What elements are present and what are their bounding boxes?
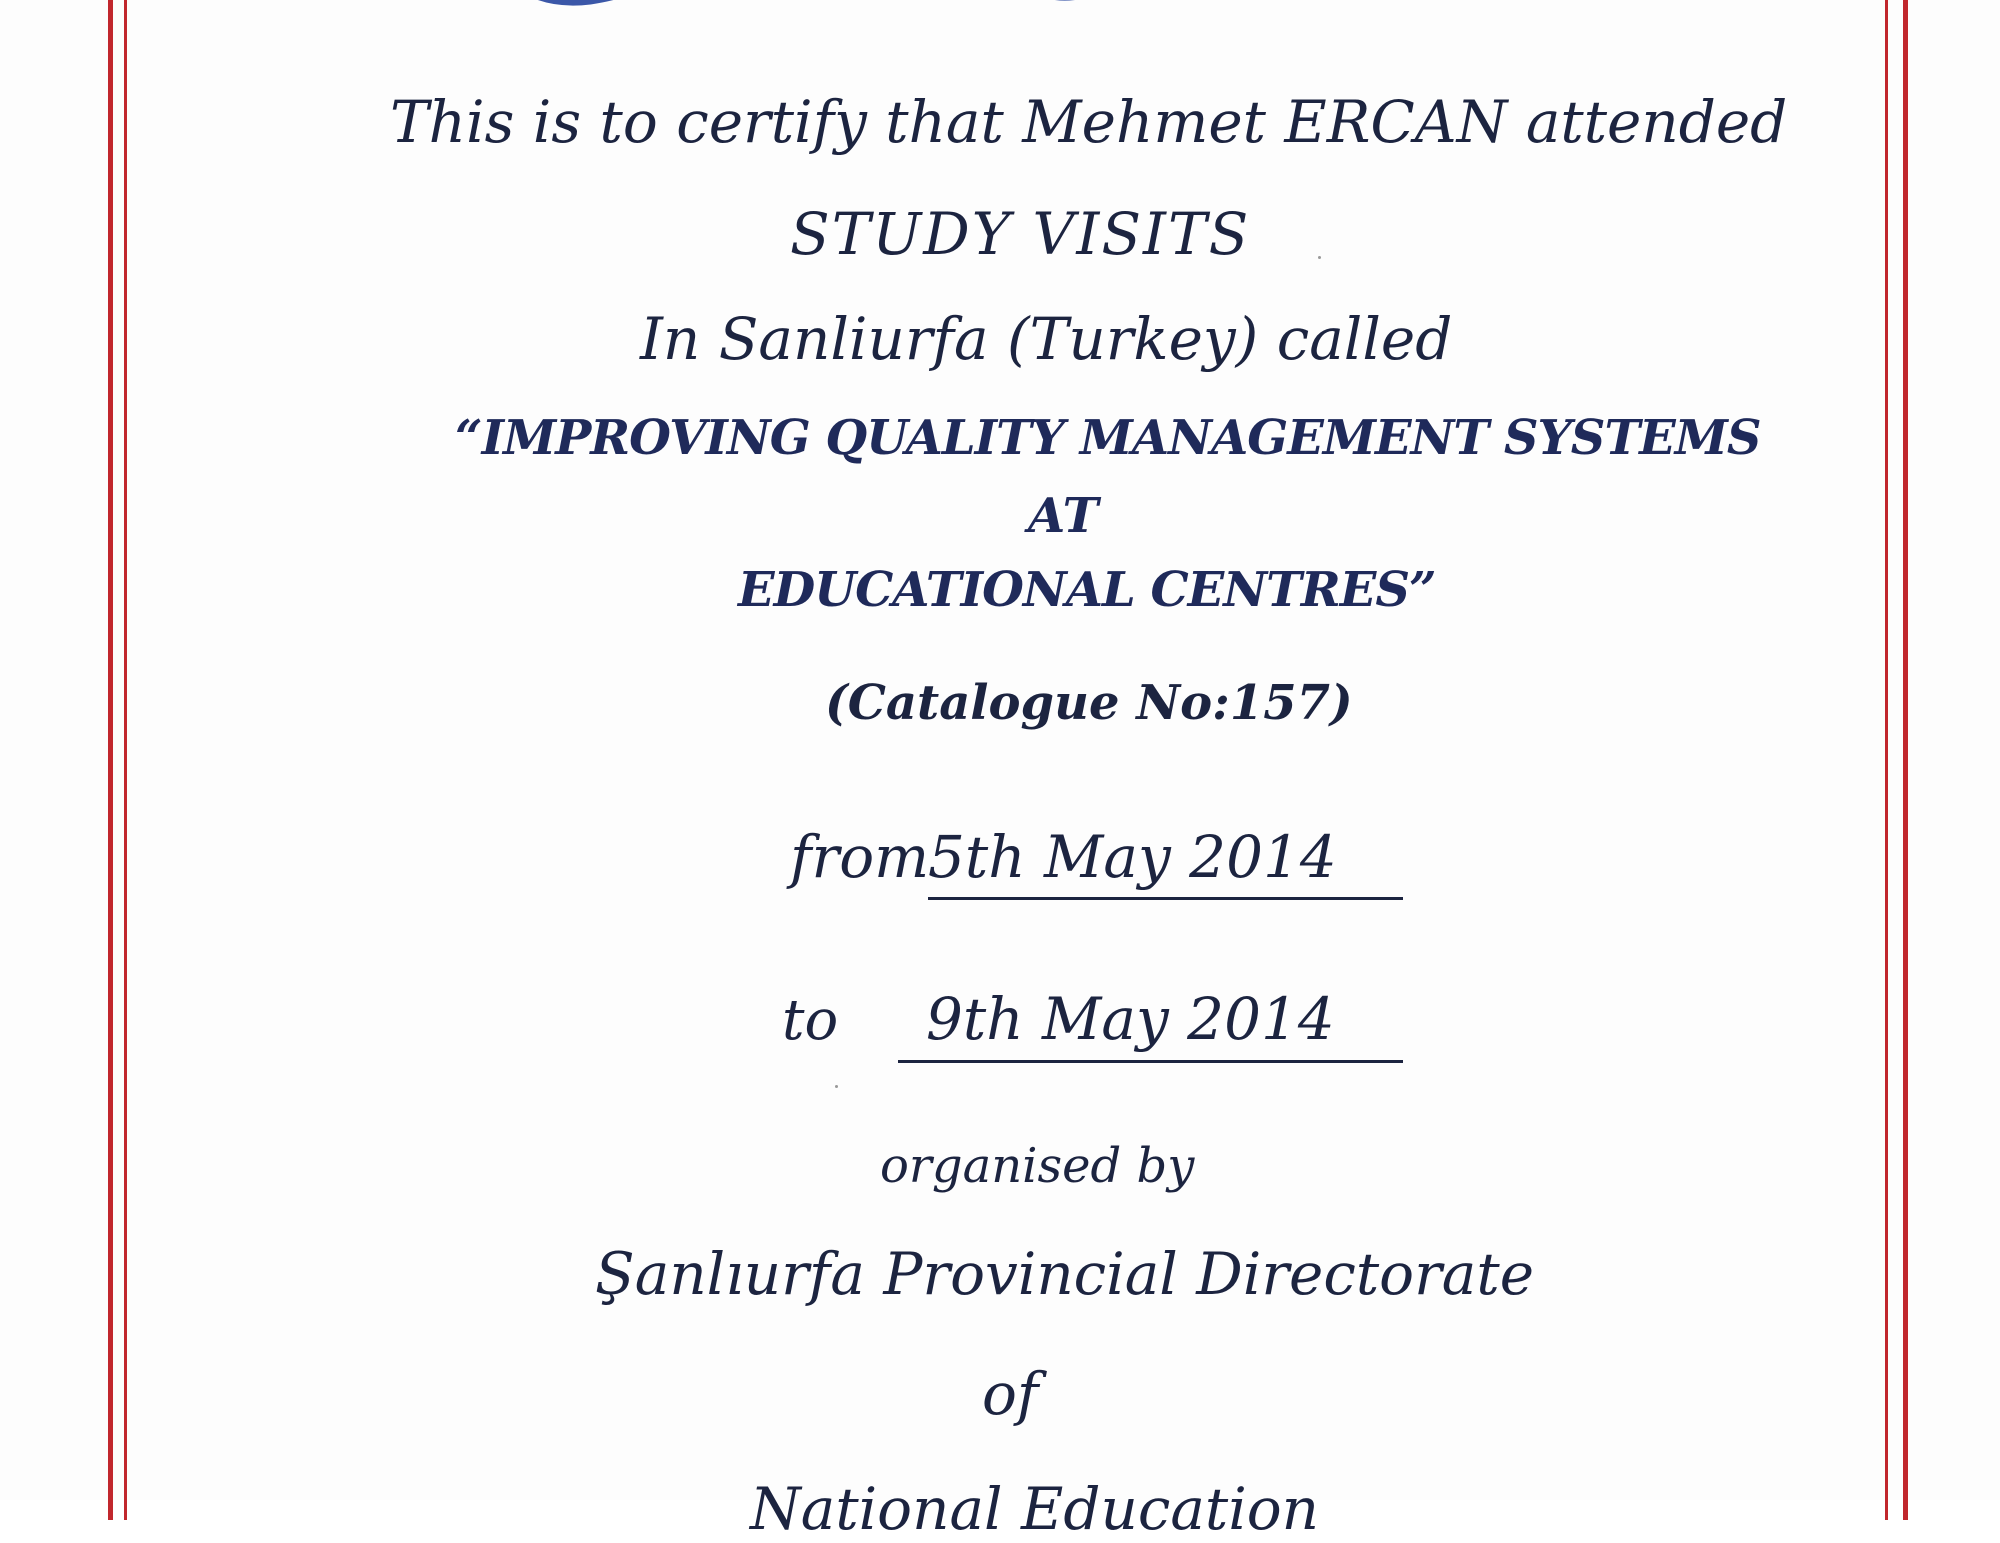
start-date: 5th May 2014 bbox=[928, 823, 1337, 891]
organised-by-label: organised by bbox=[880, 1138, 1195, 1194]
programme-title-line-1: “IMPROVING QUALITY MANAGEMENT SYSTEMS bbox=[455, 410, 1761, 466]
end-date: 9th May 2014 bbox=[926, 985, 1335, 1053]
programme-title-line-2: AT bbox=[1028, 488, 1099, 544]
certify-statement: This is to certify that Mehmet ERCAN attended bbox=[390, 88, 1788, 156]
to-label: to bbox=[782, 988, 839, 1053]
from-label: from bbox=[790, 823, 930, 891]
paper-speck bbox=[835, 1085, 838, 1088]
program-type: STUDY VISITS bbox=[790, 200, 1251, 268]
catalogue-number: (Catalogue No:157) bbox=[825, 675, 1353, 731]
organiser-department: National Education bbox=[750, 1475, 1320, 1543]
organiser-of: of bbox=[982, 1360, 1039, 1428]
calligraphic-heading-fragment bbox=[480, 0, 1120, 10]
location-statement: In Sanliurfa (Turkey) called bbox=[640, 305, 1453, 373]
organiser-name: Şanlıurfa Provincial Directorate bbox=[595, 1240, 1535, 1308]
programme-title-line-3: EDUCATIONAL CENTRES” bbox=[738, 562, 1436, 618]
paper-speck bbox=[1318, 256, 1321, 259]
start-date-underline bbox=[928, 897, 1403, 900]
end-date-underline bbox=[898, 1060, 1403, 1063]
